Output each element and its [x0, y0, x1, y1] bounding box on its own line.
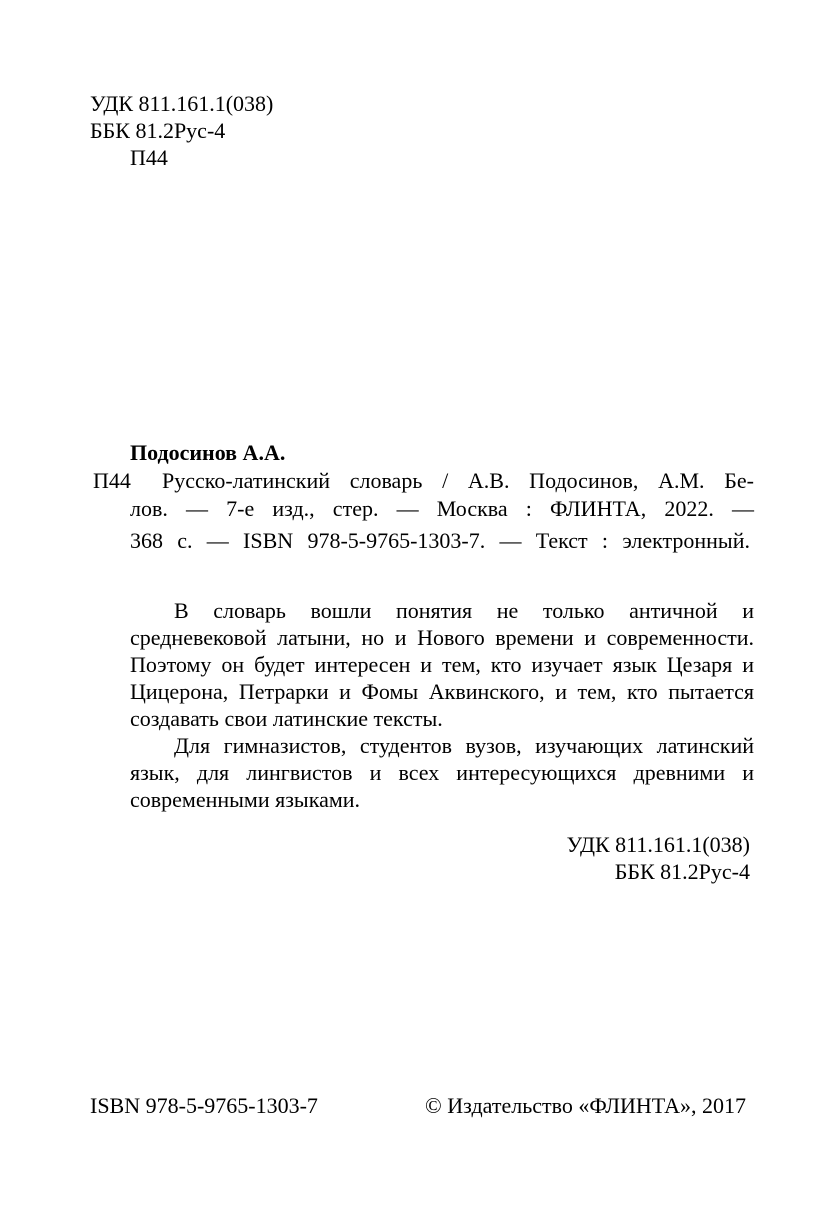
annotation-line-5: создавать свои латинские тексты. [130, 706, 443, 731]
record-author: Подосинов А.А. [130, 440, 286, 465]
annotation-line-8: современными языками. [130, 787, 361, 812]
annotation-line-2: средневековой латыни, но и Нового времени и современности. [130, 625, 754, 650]
footer-isbn: ISBN 978-5-9765-1303-7 [90, 1093, 318, 1118]
footer-copyright: © Издательство «ФЛИНТА», 2017 [425, 1093, 746, 1118]
record-author-sign: П44 [93, 468, 131, 493]
record-line-2: лов. — 7-е изд., стер. — Москва : ФЛИНТА, 2022. — [130, 496, 754, 521]
annotation-line-6: Для гимназистов, студентов вузов, изучающих латинский [174, 733, 754, 758]
annotation-line-4: Цицерона, Петрарки и Фомы Аквинского, и тем, кто пытается [130, 679, 754, 704]
annotation-line-7: язык, для лингвистов и всех интересующихся древними и [130, 760, 754, 785]
header-udk: УДК 811.161.1(038) [90, 91, 274, 116]
record-line-1: Русско-латинский словарь / А.В. Подосинов, А.М. Бе- [162, 468, 754, 493]
header-author-sign: П44 [130, 145, 168, 170]
classification-udk: УДК 811.161.1(038) [566, 832, 750, 857]
classification-bbk: ББК 81.2Рус-4 [614, 859, 750, 884]
annotation-line-1: В словарь вошли понятия не только античной и [174, 598, 754, 623]
header-bbk: ББК 81.2Рус-4 [90, 118, 226, 143]
annotation-line-3: Поэтому он будет интересен и тем, кто изучает язык Цезаря и [130, 652, 754, 677]
record-line-3: 368 с. — ISBN 978-5-9765-1303-7. — Текст : электронный. [130, 528, 750, 553]
